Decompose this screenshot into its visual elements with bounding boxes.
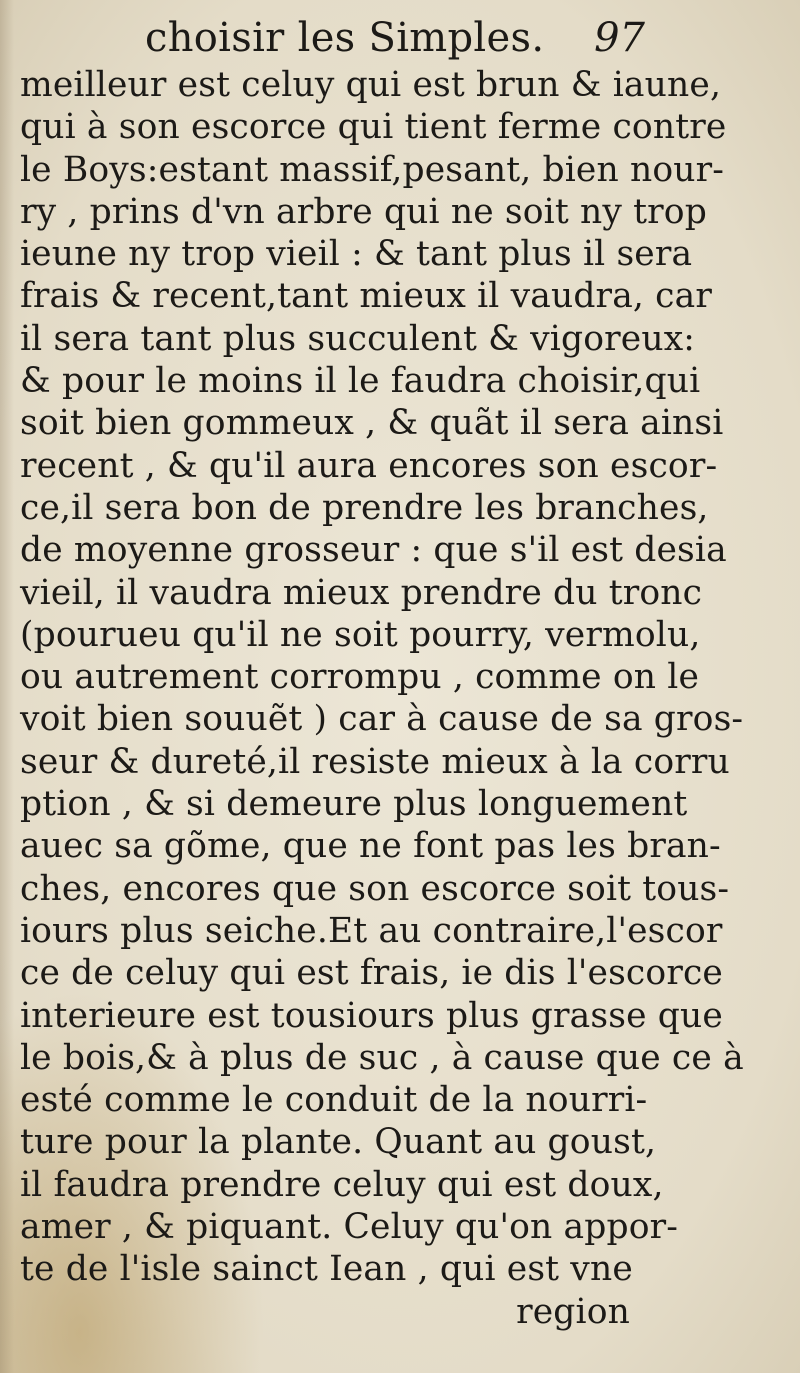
text-line: voit bien souuẽt ) car à cause de sa gros-	[20, 699, 744, 740]
text-line: ry , prins d'vn arbre qui ne soit ny trop	[20, 191, 707, 232]
catchword: region	[516, 1291, 630, 1332]
page-gutter-shadow	[0, 0, 14, 1373]
text-line: ieune ny trop vieil : & tant plus il sera	[20, 234, 693, 275]
text-line: il sera tant plus succulent & vigoreux:	[20, 318, 696, 359]
text-line: esté comme le conduit de la nourri-	[20, 1080, 648, 1121]
page-number: 97	[594, 15, 645, 61]
text-line: interieure est tousiours plus grasse que	[20, 995, 723, 1036]
text-line: frais & recent,tant mieux il vaudra, car	[20, 276, 712, 317]
running-title: choisir les Simples.	[145, 15, 545, 61]
text-line: ce de celuy qui est frais, ie dis l'escorce	[20, 953, 724, 994]
text-line: (pourueu qu'il ne soit pourry, vermolu,	[20, 614, 701, 655]
text-line: ce,il sera bon de prendre les branches,	[20, 487, 709, 528]
text-line: le bois,& à plus de suc , à cause que ce à	[20, 1037, 744, 1078]
text-line: ches, encores que son escorce soit tous-	[20, 868, 730, 909]
text-line: soit bien gommeux , & quãt il sera ainsi	[20, 403, 724, 444]
text-line: vieil, il vaudra mieux prendre du tronc	[20, 572, 703, 613]
text-line: ture pour la plante. Quant au goust,	[20, 1122, 657, 1163]
text-line: iours plus seiche.Et au contraire,l'escor	[20, 910, 723, 951]
text-line: il faudra prendre celuy qui est doux,	[20, 1164, 664, 1205]
text-line: ption , & si demeure plus longuement	[20, 784, 688, 825]
text-line: meilleur est celuy qui est brun & iaune,	[20, 65, 722, 105]
text-line: amer , & piquant. Celuy qu'on appor-	[20, 1207, 679, 1248]
text-line: qui à son escorce qui tient ferme contre	[20, 107, 727, 148]
text-line: auec sa gõme, que ne font pas les bran-	[20, 826, 721, 867]
text-line: ou autrement corrompu , comme on le	[20, 657, 700, 698]
text-line: recent , & qu'il aura encores son escor-	[20, 445, 718, 486]
body-text	[20, 64, 744, 1333]
text-line: te de l'isle sainct Iean , qui est vne	[20, 1249, 633, 1290]
text-line: de moyenne grosseur : que s'il est desia	[20, 530, 727, 571]
text-line: seur & dureté,il resiste mieux à la corru	[20, 741, 730, 782]
page-header	[145, 12, 645, 64]
text-line: le Boys:estant massif,pesant, bien nour-	[20, 149, 725, 190]
text-line: & pour le moins il le faudra choisir,qui	[20, 361, 701, 402]
